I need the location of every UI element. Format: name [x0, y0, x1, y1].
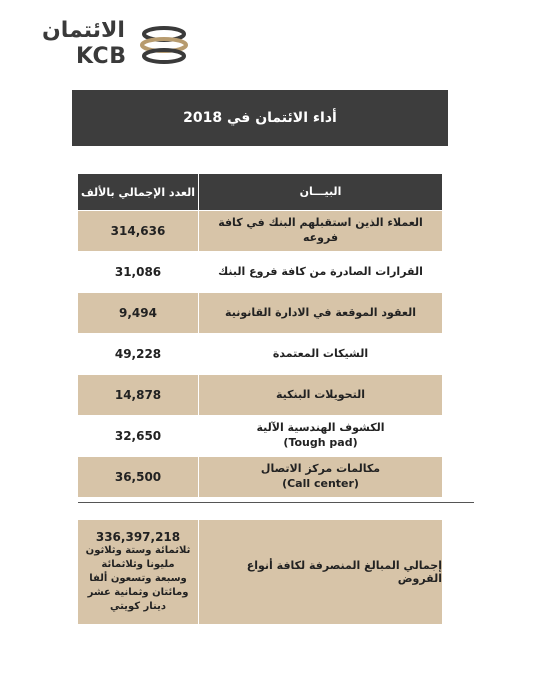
table-row — [78, 334, 442, 375]
row-label-cell: الشيكات المعتمدة — [198, 334, 442, 374]
total-amount-words: ثلاثمائة وستة وثلاثون مليونا وثلاثمائة وسبعة وتسعون ألفا ومائتان وثمانية عشر دينار كويتي — [85, 545, 191, 612]
logo-english-text: KCB — [76, 44, 127, 69]
row-label-cell — [198, 416, 442, 456]
total-loans-row — [78, 520, 442, 624]
section-divider — [78, 502, 474, 503]
row-label-cell — [198, 457, 442, 497]
header-value-cell: العدد الإجمالي بالألف — [78, 174, 198, 210]
row-label-cell: التحويلات البنكية — [198, 375, 442, 415]
row-label-cell: العقود الموقعة في الادارة القانونية — [198, 293, 442, 333]
logo-arabic-text: الائتمان — [42, 18, 125, 43]
table-row — [78, 211, 442, 252]
row-value-cell: 9,494 — [78, 293, 198, 333]
total-value-cell — [78, 520, 198, 624]
row-value-cell: 36,500 — [78, 457, 198, 497]
table-row — [78, 375, 442, 416]
page-title: أداء الائتمان في 2018 — [72, 90, 448, 146]
total-label-cell: إجمالي المبالغ المنصرفة لكافة أنواع القروض — [198, 520, 442, 624]
row-label-text: مكالمات مركز الاتصال — [260, 462, 381, 476]
coin-stack-icon — [138, 24, 190, 66]
row-value-cell: 14,878 — [78, 375, 198, 415]
row-label-cell: القرارات الصادرة من كافة فروع البنك — [198, 252, 442, 292]
row-value-cell: 314,636 — [78, 211, 198, 251]
table-header-row — [78, 174, 442, 211]
row-value-cell: 49,228 — [78, 334, 198, 374]
credit-performance-table — [78, 174, 442, 498]
total-amount: 336,397,218 — [95, 530, 181, 544]
row-value-cell: 32,650 — [78, 416, 198, 456]
row-label-subtext: (Call center) — [282, 477, 359, 490]
table-row — [78, 252, 442, 293]
row-label-subtext: (Tough pad) — [283, 436, 358, 449]
table-row — [78, 293, 442, 334]
kcb-logo — [42, 18, 192, 68]
header-label-cell: البيـــان — [198, 174, 442, 210]
table-row — [78, 457, 442, 498]
table-row — [78, 416, 442, 457]
row-label-cell: العملاء الذين استقبلهم البنك في كافة فروعه — [198, 211, 442, 251]
row-label-text: الكشوف الهندسية الآلية — [256, 421, 385, 435]
row-value-cell: 31,086 — [78, 252, 198, 292]
